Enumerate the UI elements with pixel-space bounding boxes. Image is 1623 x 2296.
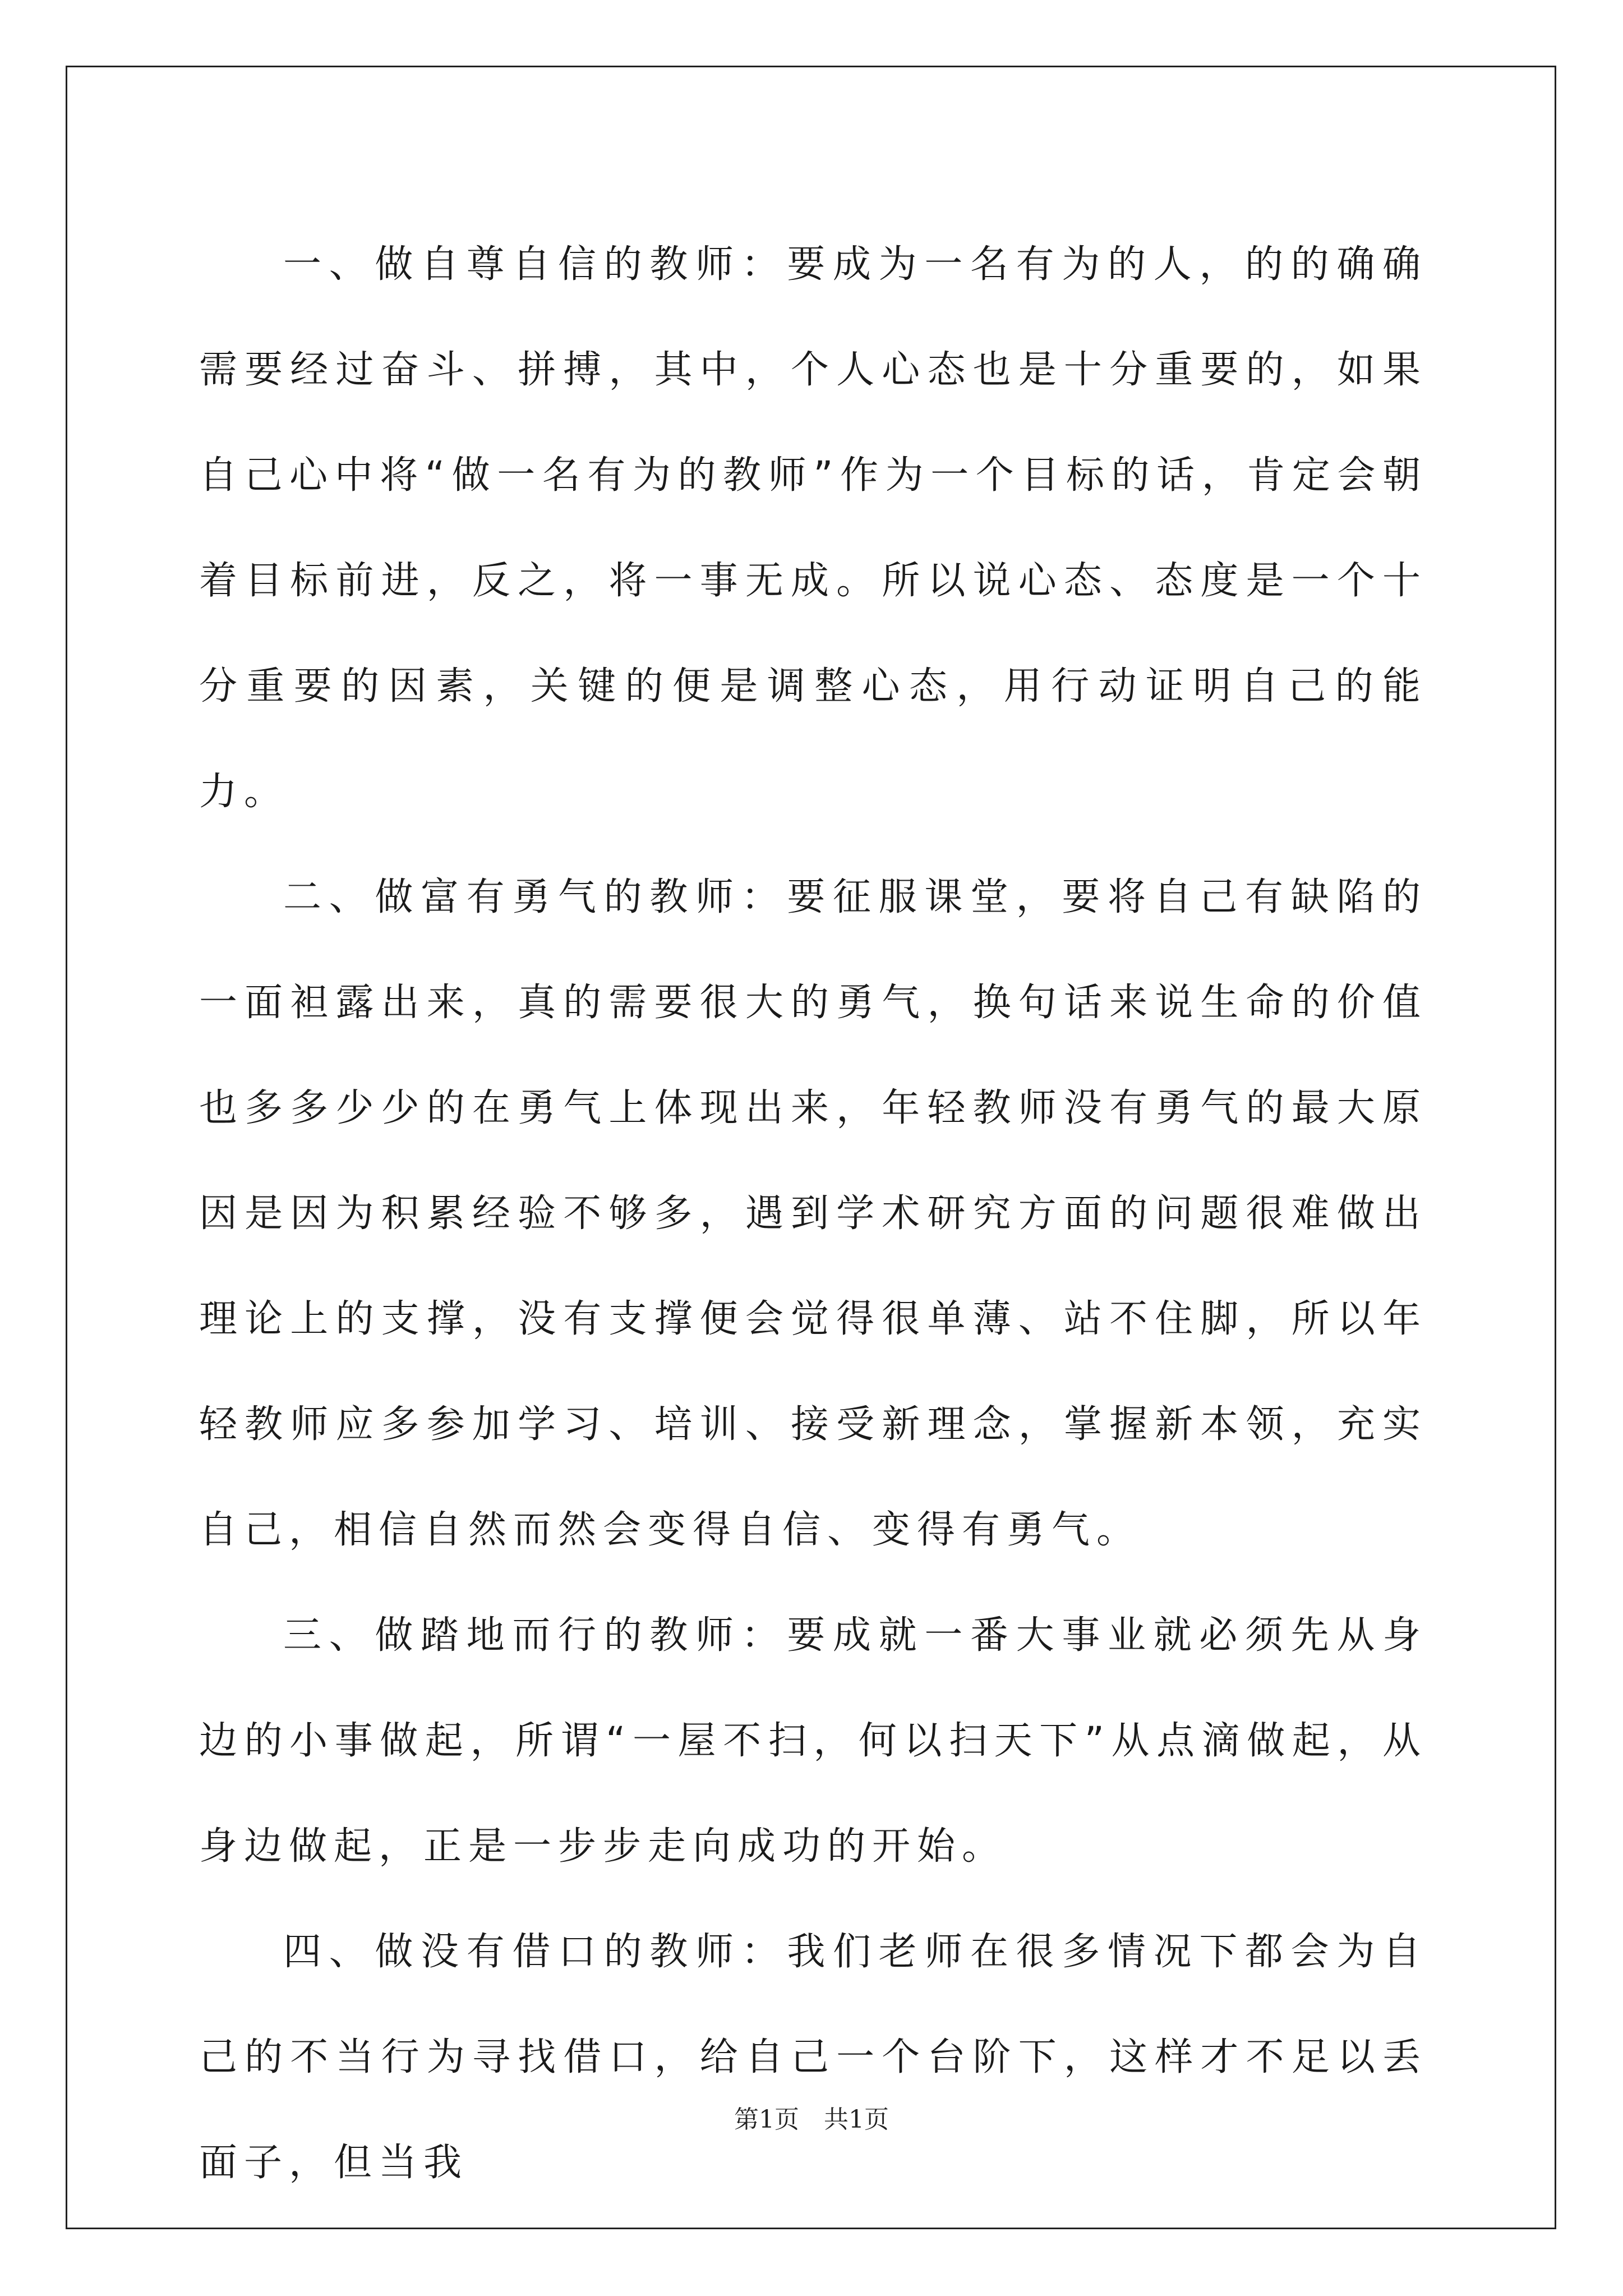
document-body bbox=[199, 212, 1427, 2216]
paragraph-2: 二、做富有勇气的教师：要征服课堂，要将自己有缺陷的一面袒露出来，真的需要很大的勇气，换句话来说生命的价值也多多少少的在勇气上体现出来，年轻教师没有勇气的最大原因是因为积累经验不够多，遇到学术研究方面的问题很难做出理论上的支撑，没有支撑便会觉得很单薄、站不住脚，所以年轻教师应多参加学习、培训、接受新理念，掌握新本领，充实自己，相信自然而然会变得自信、变得有勇气。 bbox=[199, 875, 1427, 1552]
page-footer: 第1页 共1页 bbox=[734, 2105, 889, 2134]
paragraph-4: 四、做没有借口的教师：我们老师在很多情况下都会为自己的不当行为寻找借口，给自己一个台阶下，这样才不足以丢面子，但当我 bbox=[199, 1930, 1427, 2185]
paragraph-1: 一、做自尊自信的教师：要成为一名有为的人，的的确确需要经过奋斗、拼搏，其中，个人心态也是十分重要的，如果自己心中将“做一名有为的教师”作为一个目标的话，肯定会朝着目标前进，反之，将一事无成。所以说心态、态度是一个十分重要的因素，关键的便是调整心态，用行动证明自己的能力。 bbox=[199, 242, 1427, 814]
paragraph-3: 三、做踏地而行的教师：要成就一番大事业就必须先从身边的小事做起，所谓“一屋不扫，何以扫天下”从点滴做起，从身边做起，正是一步步走向成功的开始。 bbox=[199, 1613, 1427, 1869]
